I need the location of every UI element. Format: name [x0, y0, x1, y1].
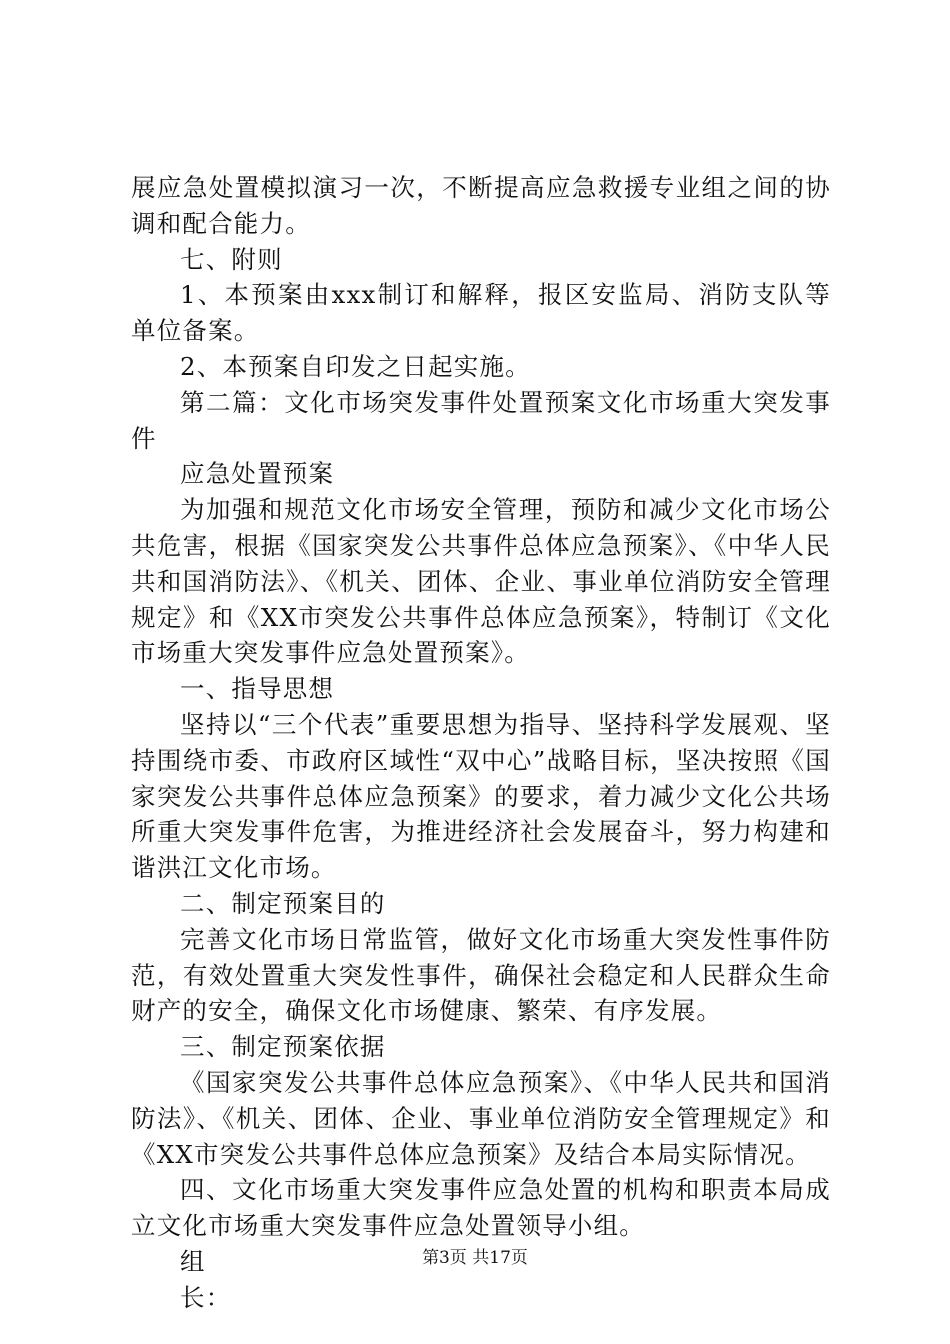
- paragraph-continuation: 展应急处置模拟演习一次，不断提高应急救援专业组之间的协调和配合能力。: [131, 173, 831, 238]
- paragraph-guiding-thought: 坚持以“三个代表”重要思想为指导、坚持科学发展观、坚持围绕市委、市政府区域性“双中心”战略目标，坚决按照《国家突发公共事件总体应急预案》的要求，着力减少文化公共场所重大突发事件危害，为推进经济社会发展奋斗，努力构建和谐洪江文化市场。: [131, 709, 831, 883]
- paragraph-intro: 为加强和规范文化市场安全管理，预防和减少文化市场公共危害，根据《国家突发公共事件总体应急预案》、《中华人民共和国消防法》、《机关、团体、企业、事业单位消防安全管理规定》和《XX市突发公共事件总体应急预案》，特制订《文化市场重大突发事件应急处置预案》。: [131, 495, 831, 668]
- section-heading-purpose: 二、制定预案目的: [180, 888, 386, 918]
- section-heading-appendix: 七、附则: [180, 244, 283, 274]
- page-number-footer: 第3页 共17页: [422, 1248, 528, 1268]
- paragraph-purpose: 完善文化市场日常监管，做好文化市场重大突发性事件防范，有效处置重大突发性事件，确保社会稳定和人民群众生命财产的安全，确保文化市场健康、繁荣、有序发展。: [131, 924, 831, 1026]
- appendix-item-2: 2、本预案自印发之日起实施。: [180, 351, 531, 381]
- paragraph-basis: 《国家突发公共事件总体应急预案》、《中华人民共和国消防法》、《机关、团体、企业、事业单位消防安全管理规定》和《XX市突发公共事件总体应急预案》及结合本局实际情况。: [131, 1067, 831, 1169]
- group-label-line-2: 长：: [180, 1282, 232, 1312]
- section-heading-guiding-thought: 一、指导思想: [180, 674, 335, 704]
- chapter-title: 第二篇：文化市场突发事件处置预案文化市场重大突发事件: [131, 387, 831, 453]
- chapter-subtitle: 应急处置预案: [180, 459, 335, 489]
- group-label-line-1: 组: [180, 1246, 206, 1276]
- appendix-item-1: 1、本预案由xxx制订和解释，报区安监局、消防支队等单位备案。: [131, 280, 831, 346]
- section-heading-basis: 三、制定预案依据: [180, 1032, 386, 1062]
- paragraph-organization: 四、文化市场重大突发事件应急处置的机构和职责本局成立文化市场重大突发事件应急处置领导小组。: [131, 1175, 831, 1241]
- document-body: [131, 170, 831, 1316]
